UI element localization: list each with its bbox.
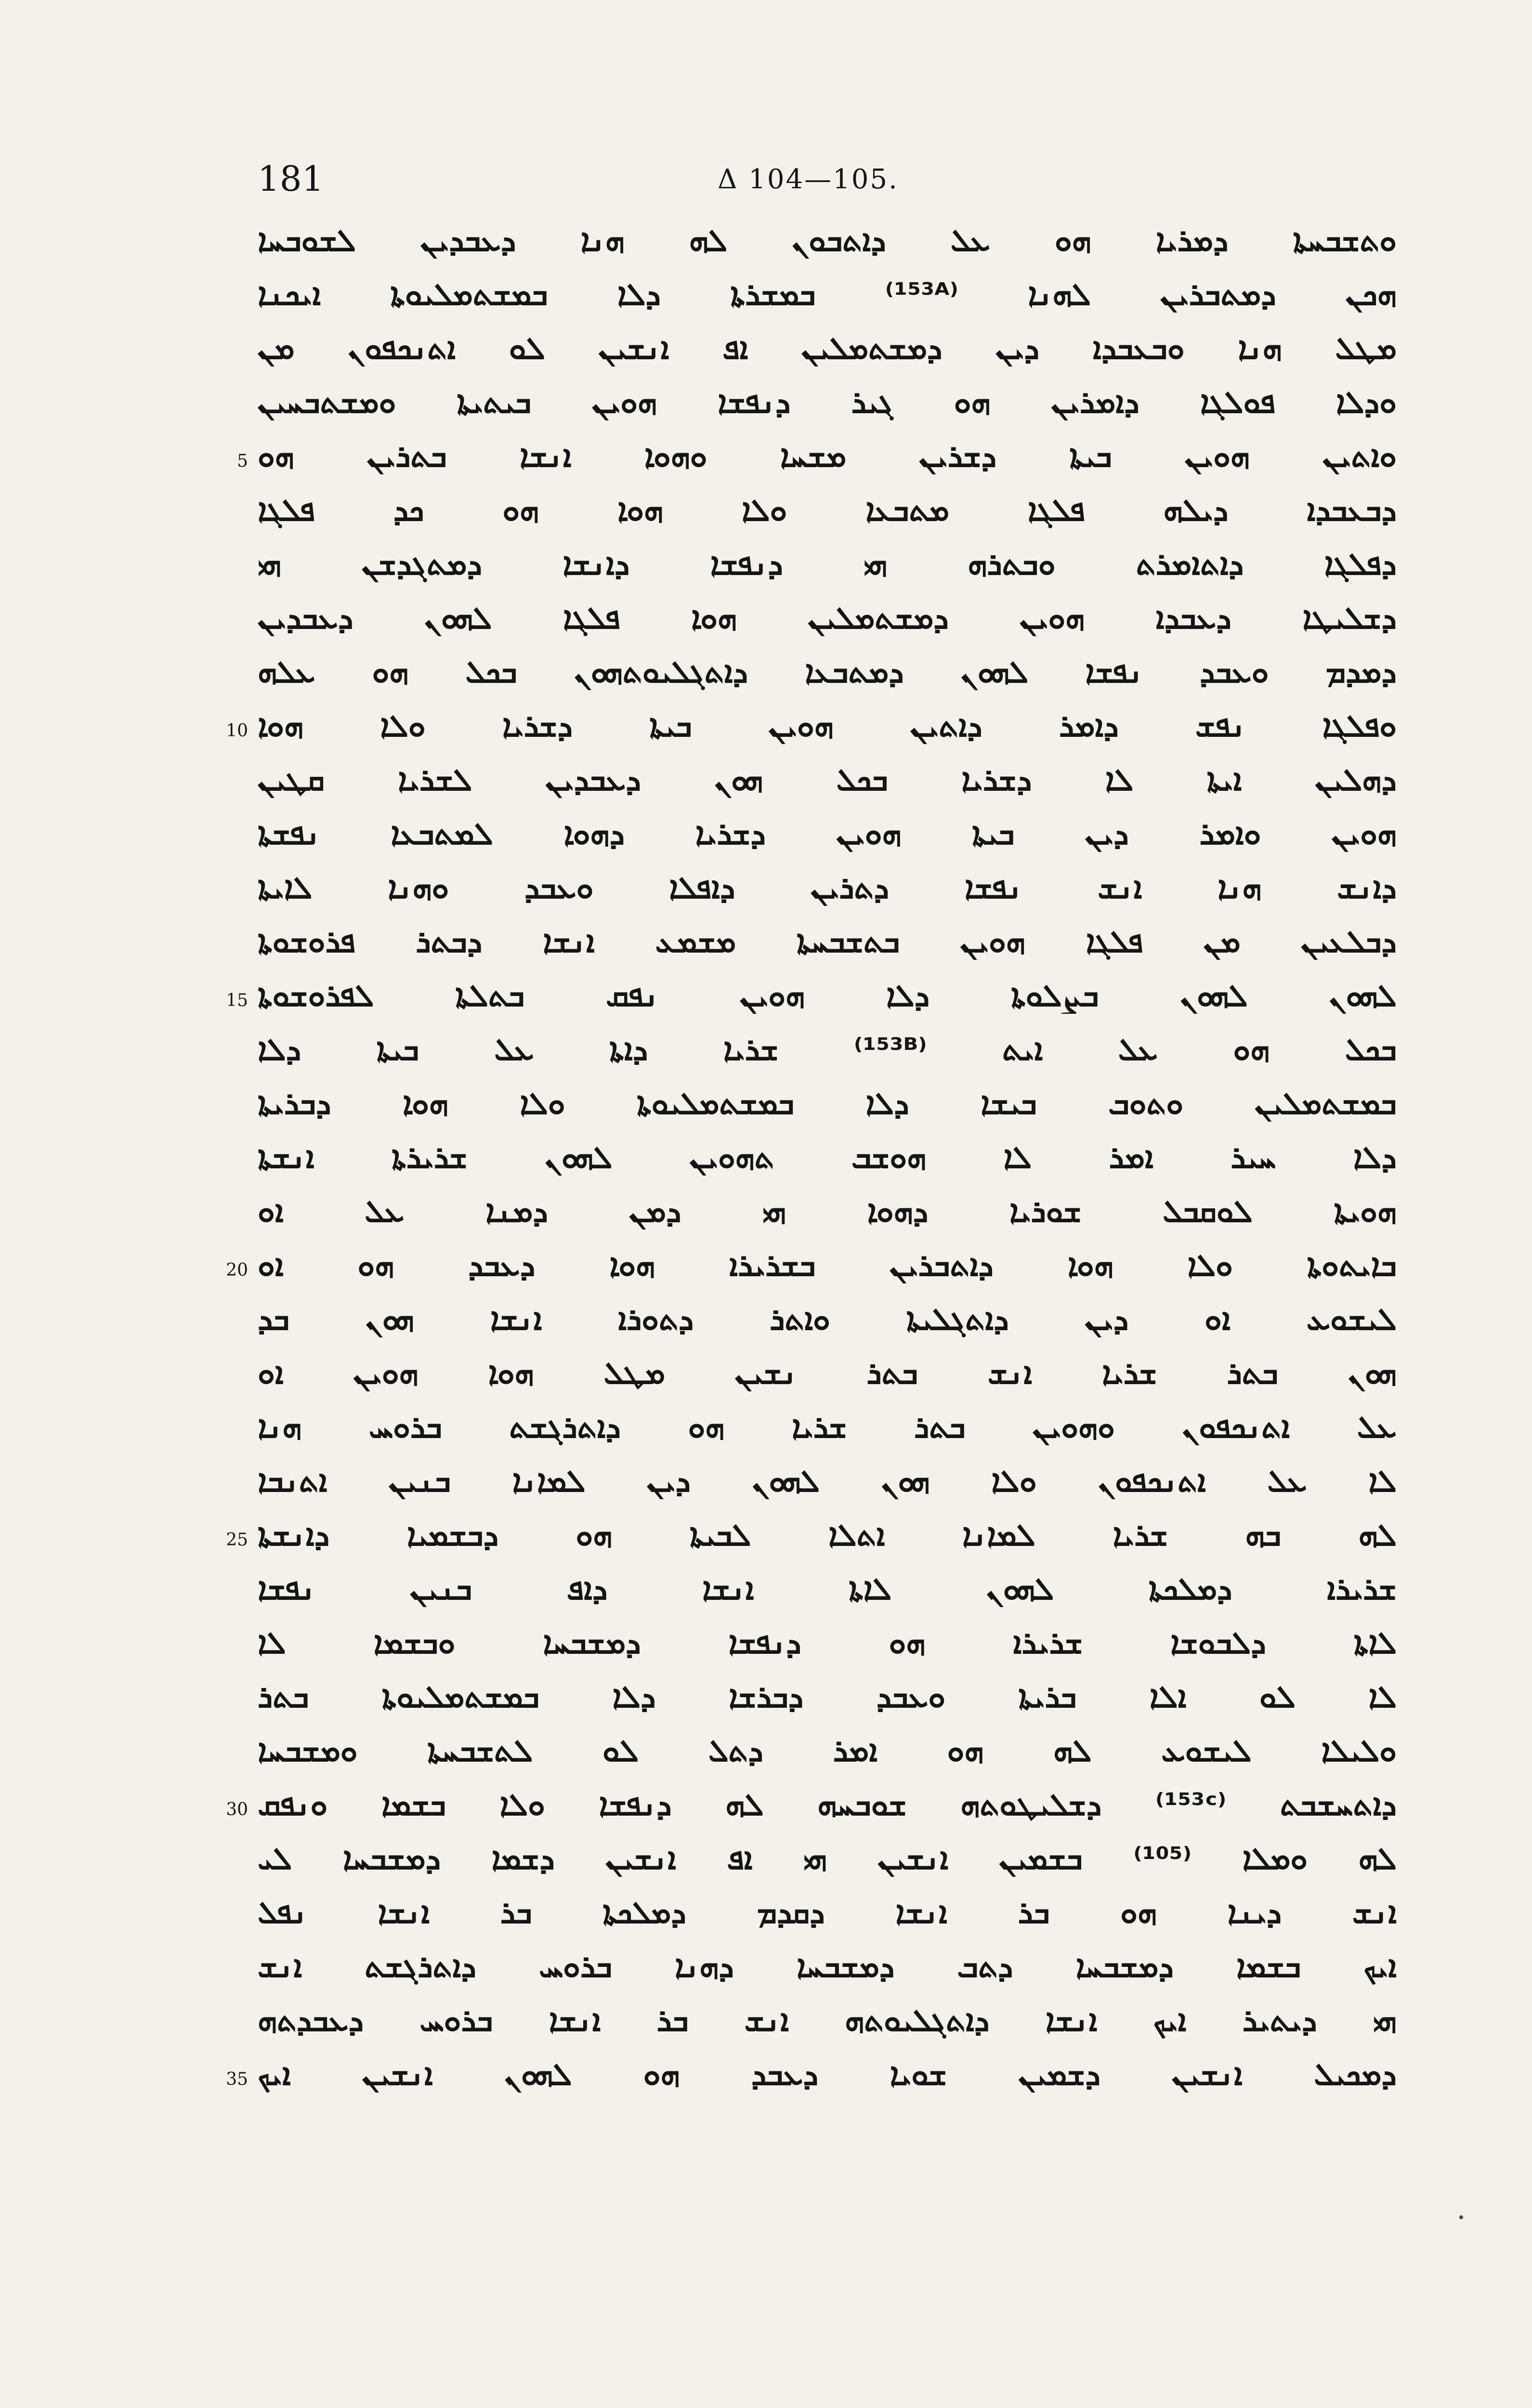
line-number: 30 xyxy=(226,1800,248,1819)
syriac-text: ܘܠܝܠܐ ܠܝܫܘܥ ܠܗ ܗܘ ܐܡܪ ܕܬܠ ܠܘ ܠܬܫܒܚܬܐ ܘܡܫܒܚܐ xyxy=(258,1733,1397,1769)
syriac-text: ܕܒܥܒܕܐ ܕܝܠܗ ܦܠܓܐ ܡܬܒܥܐ ܘܠܐ ܗܘܐ ܗܘ ܟܕ ܦܠܓܐ xyxy=(258,493,1397,528)
text-line xyxy=(250,543,1397,597)
syriac-text: ܠܗ ܒܗ ܫܪܝܐ ܠܡܐܢܐ ܐܬܠܐ ܠܒܝܬܐ ܗܘ ܕܒܫܡܝܐ ܕܐܢܫܬܐ xyxy=(258,1518,1397,1553)
line-number: 35 xyxy=(226,2069,248,2089)
page-number: 181 xyxy=(258,158,324,199)
text-line xyxy=(250,1136,1397,1190)
text-line xyxy=(250,1190,1397,1244)
syriac-text: ܡܛܠ ܗܢܐ ܘܒܥܒܕܐ ܕܝܢ ܕܡܫܬܡܠܝܢ ܐܦ ܐܢܫܝܢ ܠܘ ܐܬܢܟܦܘܢ ܡܢ xyxy=(258,331,1397,366)
syriac-text: ܐܝܟ ܒܫܡܐ ܕܡܫܒܚܐ ܕܬܒ ܕܡܫܒܚܐ ܕܗܢܐ ܒܪܘܚ ܕܐܬܪܓܫܬ ܐܢܫ xyxy=(258,1949,1397,1985)
text-block xyxy=(226,219,1397,2107)
syriac-text: ܠܐܬܐ ܕܠܒܘܫܐ ܫܪܝܪܐ ܗܘ ܕܢܦܫܐ ܕܡܫܒܚܐ ܘܒܫܡܐ ܠܐ xyxy=(258,1625,1397,1661)
text-line xyxy=(250,866,1397,920)
text-line xyxy=(250,1352,1397,1406)
running-head: Δ 104—105. xyxy=(718,164,899,195)
syriac-text: ܒܡܫܬܡܠܝܢ ܘܬܘܒ ܒܝܫܐ ܕܠܐ ܒܡܫܬܡܠܝܘܬܐ ܘܠܐ ܗܘܐ ܕܒܪܝܬܐ xyxy=(258,1086,1397,1122)
text-line xyxy=(250,1891,1397,1945)
text-line xyxy=(250,1999,1397,2053)
syriac-text: ܐܢܫ ܕܝܢܐ ܗܘ ܒܪ ܐܢܫܐ ܕܩܕܡ ܕܡܠܟܬܐ ܒܪ ܐܢܫܐ ܢܦܠ xyxy=(258,1895,1397,1931)
syriac-text: ܘܕܠܐ ܦܘܠܓܐ ܕܐܡܪܝܢ ܗܘ ܓܝܪ ܕܢܦܫܐ ܗܘܝܢ ܒܝܬܝܬܐ ܘܡܫܬܒܚܝܢ xyxy=(258,385,1397,420)
text-line xyxy=(250,812,1397,866)
syriac-text: ܘܦܠܓܐ ܢܦܫ ܕܐܡܪ ܕܐܬܝܢ ܗܘܝܢ ܒܝܬܐ ܕܫܪܝܐ ܘܠܐ ܗܘܐ xyxy=(258,708,1397,744)
text-line xyxy=(250,489,1397,543)
margin-dot xyxy=(1459,2215,1463,2219)
line-number: 10 xyxy=(226,721,248,741)
syriac-text: ܕܠܐ ܚܝܪ ܐܡܪ ܠܐ ܗܘܫܒ ܬܗܘܝܢ ܠܗܘܢ ܫܪܝܪܬܐ ܐܢܫܬܐ xyxy=(258,1140,1397,1176)
syriac-text: ܒܟܠ ܗܘ ܥܠ ܐܝܬ ⁽¹⁵³ᴮ⁾ ܫܪܝܐ ܕܐܬܐ ܥܠ ܒܝܬܐ ܕܠܐ xyxy=(258,1032,1397,1068)
text-line xyxy=(226,1244,1397,1298)
syriac-text: ܫܪܝܪܐ ܕܡܠܟܬܐ ܠܗܘܢ ܠܐܬܐ ܐܢܫܐ ܕܐܦ ܒܢܝܢ ܢܦܫܐ xyxy=(258,1571,1397,1607)
text-line xyxy=(250,1028,1397,1082)
syriac-text: ܘܬܫܒܚܬܐ ܕܡܪܝܐ ܗܘ ܥܠ ܕܐܬܒܘܢ ܠܗ ܗܢܐ ܕܥܒܕܝܢ ܠܫܘܒܚܐ xyxy=(258,223,1397,259)
syriac-text: ܗܟܢ ܕܡܬܒܪܝܢ ܠܗܢܐ ⁽¹⁵³ᴬ⁾ ܒܡܫܪܬܐ ܕܠܐ ܒܡܫܬܡܠܝܘܬܐ ܐܝܟܢܐ xyxy=(258,277,1397,313)
text-line xyxy=(250,381,1397,435)
text-line xyxy=(250,597,1397,651)
syriac-text: ܕܒܠܥܝܢ ܡܢ ܦܠܓܐ ܗܘܝܢ ܒܬܫܒܚܬܐ ܡܫܡܥ ܐܢܫܐ ܕܒܬܪ ܦܪܘܫܘܬܐ xyxy=(258,924,1397,960)
syriac-text: ܕܐܬܚܫܒܬ ⁽¹⁵³ᶜ⁾ ܕܫܠܝܛܘܬܗ ܫܘܒܚܗ ܠܗ ܕܢܦܫܐ ܘܠܐ ܒܫܡܐ ܘܢܦܩ xyxy=(258,1787,1397,1823)
text-line xyxy=(250,920,1397,974)
text-line xyxy=(250,1622,1397,1675)
syriac-text: ܘܐܬܝܢ ܗܘܝܢ ܒܝܬܐ ܕܫܪܝܢ ܡܫܚܐ ܘܗܘܐ ܐܢܫܐ ܒܬܪܝܢ ܗܘ xyxy=(258,439,1397,474)
text-line xyxy=(250,273,1397,327)
line-number: 15 xyxy=(226,991,248,1010)
line-number: 20 xyxy=(226,1260,248,1280)
syriac-text: ܠܝܫܘܥ ܐܘ ܕܝܢ ܕܐܬܓܠܝܬܐ ܘܐܬܪ ܕܬܘܪܐ ܐܢܫܐ ܗܘܢ ܒܕ xyxy=(258,1302,1397,1337)
text-line xyxy=(226,974,1397,1028)
syriac-text: ܗܘܢ ܒܬܪ ܫܪܝܐ ܐܢܫ ܒܬܪ ܢܫܝܢ ܡܛܠ ܗܘܐ ܗܘܝܢ ܐܘ xyxy=(258,1356,1397,1391)
syriac-text: ܕܗܠܝܢ ܐܝܬܐ ܠܐ ܕܫܪܝܐ ܒܟܠ ܗܘܢ ܕܥܒܕܝܢ ܠܫܪܝܐ ܩܛܝܢ xyxy=(258,762,1397,798)
text-line xyxy=(250,1568,1397,1622)
syriac-text: ܠܐ ܠܘ ܐܠܐ ܒܪܝܬܐ ܘܥܒܕ ܕܒܪܫܐ ܕܠܐ ܒܡܫܬܡܠܝܘܬܐ ܒܬܪ xyxy=(258,1679,1397,1715)
text-line xyxy=(250,1837,1397,1891)
syriac-text: ܕܐܢܫ ܗܢܐ ܐܢܫ ܢܦܫܐ ܕܬܪܝܢ ܕܐܦܠܐ ܘܥܒܕ ܘܗܢܐ ܠܐܝܬܐ xyxy=(258,870,1397,906)
syriac-text: ܠܗ ܘܡܠܐ ⁽¹⁰⁵⁾ ܒܫܡܝܢ ܐܢܫܝܢ ܗܝ ܐܦ ܐܢܫܝܢ ܕܫܡܐ ܕܡܫܒܚܐ ܠܝ xyxy=(258,1841,1397,1877)
syriac-text: ܗܝ ܕܝܬܝܪ ܐܝܟ ܐܢܫܐ ܕܐܬܓܠܝܘܬܗ ܐܢܫ ܒܪ ܐܢܫܐ ܒܪܘܚ ܕܥܒܕܬܗ xyxy=(258,2003,1397,2039)
text-line xyxy=(226,1783,1397,1837)
text-line xyxy=(237,435,1397,489)
syriac-text: ܠܐ ܥܠ ܐܬܢܟܦܘܢ ܘܠܐ ܗܘܢ ܠܗܘܢ ܕܝܢ ܠܡܐܢܐ ܒܢܝܢ ܐܬܢܒܐ xyxy=(258,1464,1397,1499)
text-line xyxy=(250,219,1397,273)
syriac-text: ܒܐܝܬܘܬܐ ܘܠܐ ܗܘܐ ܕܐܬܒܪܝܢ ܒܫܪܝܪܐ ܗܘܐ ܕܥܒܕ ܗܘ ܐܘ xyxy=(258,1248,1397,1283)
text-line xyxy=(250,1460,1397,1514)
syriac-text: ܗܘܝܬܐ ܠܘܩܒܠ ܫܘܪܝܐ ܕܗܘܐ ܗܝ ܕܡܢ ܕܡܢܐ ܥܠ ܐܘ xyxy=(258,1194,1397,1230)
text-line xyxy=(250,759,1397,812)
syriac-text: ܗܘܝܢ ܘܐܡܪ ܕܝܢ ܒܝܬܐ ܗܘܝܢ ܕܫܪܝܐ ܕܗܘܐ ܠܡܬܒܥܐ ܢܦܫܬܐ xyxy=(258,816,1397,852)
syriac-text: ܕܦܠܓܐ ܕܐܬܐܡܪܬ ܘܒܬܪܗ ܗܝ ܕܢܦܫܐ ܕܐܢܫܐ ܕܡܬܓܕܫܢ ܗܝ xyxy=(258,547,1397,582)
syriac-text: ܕܫܠܝܛܐ ܕܥܒܕܐ ܗܘܝܢ ܕܡܫܬܡܠܝܢ ܗܘܐ ܦܠܓܐ ܠܗܘܢ ܕܥܒܕܝܢ xyxy=(258,601,1397,636)
text-line xyxy=(250,1675,1397,1729)
text-line xyxy=(250,651,1397,705)
text-line xyxy=(250,1298,1397,1352)
text-line xyxy=(250,1406,1397,1460)
text-line xyxy=(250,1945,1397,1999)
text-line xyxy=(226,1514,1397,1568)
text-line xyxy=(226,2053,1397,2107)
text-line xyxy=(250,1729,1397,1783)
syriac-text: ܕܡܟܝܠ ܐܢܫܝܢ ܕܫܡܝܢ ܫܘܝܐ ܕܥܒܕ ܗܘ ܠܗܘܢ ܐܢܫܝܢ ܐܝܟ xyxy=(258,2057,1397,2093)
syriac-text: ܕܡܕܡ ܘܥܒܕ ܢܦܫܐ ܠܗܘܢ ܕܡܬܒܥܐ ܕܐܬܓܠܝܘܬܗܘܢ ܒܟܠ ܗܘ ܥܠܗ xyxy=(258,654,1397,690)
text-line xyxy=(250,327,1397,381)
line-number: 25 xyxy=(226,1530,248,1550)
line-number: 5 xyxy=(237,451,248,471)
syriac-text: ܥܠ ܐܬܢܟܦܘܢ ܘܗܘܝܢ ܒܬܪ ܫܪܝܐ ܗܘ ܕܐܬܪܓܫܬ ܒܪܘܚ ܗܢܐ xyxy=(258,1410,1397,1445)
text-line xyxy=(226,705,1397,759)
syriac-text: ܠܗܘܢ ܠܗܘܢ ܒܨܠܘܬܐ ܕܠܐ ܗܘܝܢ ܢܦܩ ܒܬܠܬܐ ܠܦܪܘܫܘܬܐ xyxy=(258,978,1397,1014)
text-line xyxy=(250,1082,1397,1136)
